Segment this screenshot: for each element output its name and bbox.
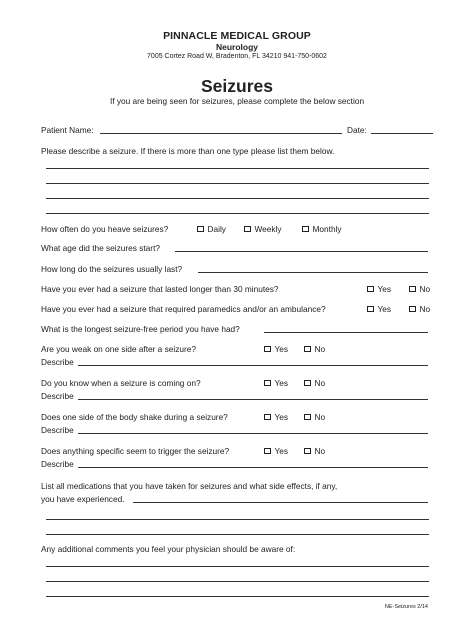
- medications-line-1[interactable]: [133, 502, 428, 503]
- no-label: No: [419, 304, 431, 314]
- comments-label: Any additional comments you feel your physician should be aware of:: [41, 544, 296, 554]
- checkbox-icon: [304, 448, 311, 455]
- how-long-label: How long do the seizures usually last?: [41, 264, 183, 274]
- checkbox-icon: [264, 414, 271, 421]
- weak-side-describe-field[interactable]: [78, 365, 428, 366]
- no-label: No: [419, 284, 431, 294]
- weak-side-yes[interactable]: [264, 344, 288, 354]
- describe-line-4[interactable]: [46, 213, 429, 214]
- checkbox-icon: [409, 306, 416, 313]
- form-code: NE-Seizures 2/14: [384, 604, 428, 610]
- checkbox-icon: [409, 286, 416, 293]
- medications-line-2[interactable]: [46, 519, 429, 520]
- checkbox-icon: [197, 226, 204, 233]
- medications-label-2: you have experienced.: [41, 494, 125, 504]
- medications-label-1: List all medications that you have taken for seizures and what side effects, if any,: [41, 481, 338, 491]
- body-shake-label: Does one side of the body shake during a seizure?: [41, 412, 228, 422]
- seizure-free-label: What is the longest seizure-free period you have had?: [41, 324, 240, 334]
- body-shake-no[interactable]: [304, 412, 325, 422]
- how-long-field[interactable]: [198, 272, 428, 273]
- trigger-yes[interactable]: [264, 446, 288, 456]
- no-label: No: [314, 378, 326, 388]
- weekly-checkbox[interactable]: [244, 224, 282, 234]
- yes-label: Yes: [377, 304, 392, 314]
- address: 7005 Cortez Road W, Bradenton, FL 34210 941-750-0602: [147, 53, 327, 60]
- comments-line-3[interactable]: [46, 596, 429, 597]
- describe-prompt: Please describe a seizure. If there is more than one type please list them below.: [41, 146, 335, 156]
- checkbox-icon: [367, 306, 374, 313]
- describe-line-2[interactable]: [46, 183, 429, 184]
- how-often-label: How often do you heave seizures?: [41, 224, 169, 234]
- age-started-label: What age did the seizures start?: [41, 243, 160, 253]
- body-shake-describe-field[interactable]: [78, 433, 428, 434]
- checkbox-icon: [304, 346, 311, 353]
- daily-checkbox[interactable]: [197, 224, 226, 234]
- no-label: No: [314, 412, 326, 422]
- know-coming-label: Do you know when a seizure is coming on?: [41, 378, 201, 388]
- describe-line-3[interactable]: [46, 198, 429, 199]
- know-coming-yes[interactable]: [264, 378, 288, 388]
- checkbox-icon: [264, 380, 271, 387]
- yes-label: Yes: [274, 412, 289, 422]
- yes-label: Yes: [274, 446, 289, 456]
- no-label: No: [314, 344, 326, 354]
- paramedics-yes[interactable]: [367, 304, 391, 314]
- checkbox-icon: [304, 380, 311, 387]
- weak-side-no[interactable]: [304, 344, 325, 354]
- checkbox-icon: [264, 346, 271, 353]
- seizure-free-field[interactable]: [264, 332, 428, 333]
- comments-line-1[interactable]: [46, 566, 429, 567]
- paramedics-label: Have you ever had a seizure that required paramedics and/or an ambulance?: [41, 304, 326, 314]
- patient-name-field[interactable]: [100, 133, 342, 134]
- comments-line-2[interactable]: [46, 581, 429, 582]
- department: Neurology: [215, 42, 259, 52]
- longer-30-label: Have you ever had a seizure that lasted longer than 30 minutes?: [41, 284, 279, 294]
- monthly-checkbox[interactable]: [302, 224, 342, 234]
- know-coming-describe-field[interactable]: [78, 399, 428, 400]
- checkbox-icon: [264, 448, 271, 455]
- no-label: No: [314, 446, 326, 456]
- paramedics-no[interactable]: [409, 304, 430, 314]
- weak-side-label: Are you weak on one side after a seizure?: [41, 344, 196, 354]
- checkbox-icon: [304, 414, 311, 421]
- trigger-no[interactable]: [304, 446, 325, 456]
- body-shake-yes[interactable]: [264, 412, 288, 422]
- trigger-describe-field[interactable]: [78, 467, 428, 468]
- longer-30-yes[interactable]: [367, 284, 391, 294]
- yes-label: Yes: [274, 378, 289, 388]
- trigger-label: Does anything specific seem to trigger the seizure?: [41, 446, 230, 456]
- daily-label: Daily: [207, 224, 226, 234]
- longer-30-no[interactable]: [409, 284, 430, 294]
- date-field[interactable]: [371, 133, 433, 134]
- body-shake-describe-label: Describe: [41, 425, 74, 435]
- date-label: Date:: [347, 125, 367, 135]
- medications-line-3[interactable]: [46, 534, 429, 535]
- org-name: PINNACLE MEDICAL GROUP: [163, 30, 311, 42]
- weak-side-describe-label: Describe: [41, 357, 74, 367]
- age-started-field[interactable]: [175, 251, 428, 252]
- checkbox-icon: [367, 286, 374, 293]
- weekly-label: Weekly: [254, 224, 282, 234]
- know-coming-describe-label: Describe: [41, 391, 74, 401]
- patient-name-label: Patient Name:: [41, 125, 94, 135]
- yes-label: Yes: [377, 284, 392, 294]
- checkbox-icon: [244, 226, 251, 233]
- describe-line-1[interactable]: [46, 168, 429, 169]
- trigger-describe-label: Describe: [41, 459, 74, 469]
- know-coming-no[interactable]: [304, 378, 325, 388]
- monthly-label: Monthly: [312, 224, 342, 234]
- yes-label: Yes: [274, 344, 289, 354]
- checkbox-icon: [302, 226, 309, 233]
- page-subtitle: If you are being seen for seizures, please complete the below section: [109, 96, 365, 106]
- page-title: Seizures: [201, 76, 273, 96]
